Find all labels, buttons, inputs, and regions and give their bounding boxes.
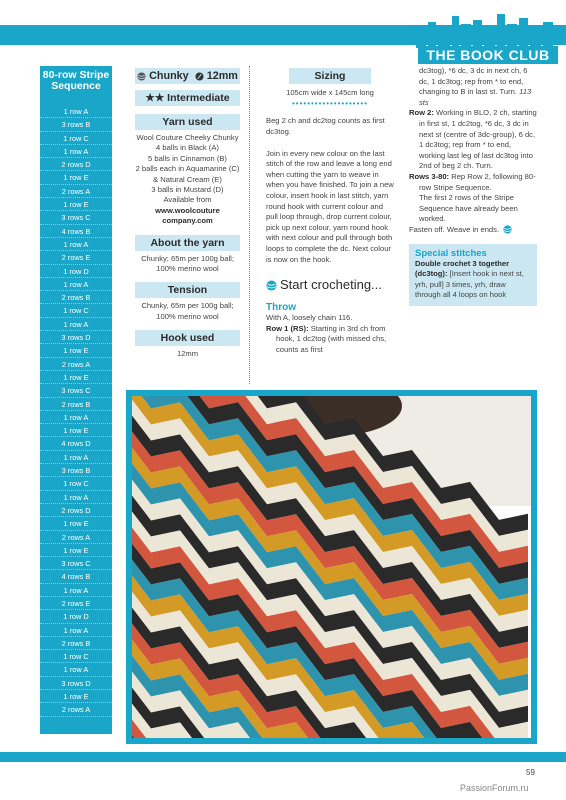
colour-change-note: Join in every new colour on the last stitch of the row and leave a long end when cutting the yarn to weave in when you have finished. To join a new colour, insert hook in last stitch, yarn round hook with current colour and pull loop through, drop current colour, pick up next colour, yarn round hook with next colour and pull through both loops to complete the dc. Next colour is now on the hook.	[266, 148, 394, 264]
page-number: 59	[526, 768, 535, 777]
stripe-row-item: 2 rows B	[40, 398, 112, 411]
stripe-row-item: 3 rows C	[40, 211, 112, 224]
yarn-ball-icon	[137, 72, 146, 81]
difficulty-stars: ★★	[145, 92, 165, 104]
start-crocheting-heading	[266, 277, 394, 292]
stripe-row-item: 2 rows A	[40, 358, 112, 371]
stripe-row-item: 1 row E	[40, 171, 112, 184]
stripe-row-item: 2 rows A	[40, 531, 112, 544]
stripe-row-item: 1 row C	[40, 477, 112, 490]
stripe-row-item: 1 row A	[40, 584, 112, 597]
hook-size-text: 12mm	[206, 70, 238, 82]
website-line: www.woolcouture	[155, 205, 220, 215]
stripe-row-list	[40, 105, 112, 717]
stripe-row-item: 1 row E	[40, 344, 112, 357]
throw-intro: With A, loosely chain 116.	[266, 313, 353, 323]
stripe-row-item: 1 row E	[40, 371, 112, 384]
stripe-row-item: 4 rows D	[40, 437, 112, 450]
stripe-row-item: 1 row C	[40, 132, 112, 145]
start-crocheting-text: Start crocheting...	[280, 277, 382, 293]
row2-instruction	[409, 108, 537, 172]
tension-heading: Tension	[135, 282, 240, 298]
instructions-column-2	[409, 66, 537, 306]
fasten-text: Fasten off. Weave in ends.	[409, 224, 500, 234]
row1-text: Starting in 3rd ch from hook, 1 dc2tog (with missed chs, counts as first	[276, 323, 387, 354]
stripe-row-item: 2 rows E	[40, 251, 112, 264]
stripe-row-item: 3 rows C	[40, 384, 112, 397]
stripe-row-item: 1 row A	[40, 451, 112, 464]
stripe-row-item: 1 row D	[40, 265, 112, 278]
stripe-row-item: 2 rows D	[40, 158, 112, 171]
dotted-divider: ••••••••••••••••••••	[291, 99, 368, 109]
special-stitch-definition	[415, 259, 531, 301]
stripe-row-item: 1 row A	[40, 318, 112, 331]
sizing-text: 105cm wide x 145cm long	[286, 88, 374, 97]
chevron-blanket-image	[132, 396, 531, 738]
stripe-sequence-sidebar	[40, 66, 112, 734]
bottom-color-band	[0, 752, 566, 762]
sizing-heading: Sizing	[289, 68, 371, 84]
materials-column	[126, 66, 250, 384]
row2-text: Working in BLO, 2 ch, starting in first st, 1 dc2tog, *6 dc, 3 dc in next st (centre of 3dc-group), 6 dc, 1 dc3tog; rep from * to end, working last leg of last dc3tog into 2nd of beg 2 ch. Turn.	[419, 108, 537, 171]
hook-used-line: 12mm	[176, 349, 199, 359]
tension-text	[126, 301, 249, 322]
difficulty-text: Intermediate	[167, 92, 230, 104]
hook-used-heading: Hook used	[135, 330, 240, 346]
stripe-row-item: 1 row A	[40, 278, 112, 291]
stripe-row-item: 1 row E	[40, 517, 112, 530]
stripe-row-item: 1 row D	[40, 610, 112, 623]
row1-continued	[409, 66, 537, 108]
website-line: company.com	[162, 216, 213, 226]
yarn-website-link[interactable]	[126, 206, 249, 227]
rows3-80-instruction	[409, 172, 537, 193]
rows3-80-note: The first 2 rows of the Stripe Sequence have already been worked.	[419, 193, 518, 224]
stripe-row-item: 1 row A	[40, 145, 112, 158]
special-stitches-title: Special stitches	[415, 247, 487, 259]
about-yarn-text	[126, 254, 249, 275]
row1-label: Row 1 (RS):	[266, 323, 309, 333]
stripe-row-item: 3 rows B	[40, 118, 112, 131]
stripe-row-item: 1 row E	[40, 690, 112, 703]
stripe-row-item: 2 rows A	[40, 185, 112, 198]
row2-label: Row 2:	[409, 108, 434, 118]
yarn-line: 5 balls in Cinnamon (B)	[148, 153, 227, 163]
stripe-row-item: 3 rows B	[40, 464, 112, 477]
yarn-used-heading: Yarn used	[135, 114, 240, 130]
row1-cont-text: dc3tog), *6 dc, 3 dc in next ch, 6 dc, 1 dc3tog; rep from * to end, changing to B in last st. Turn.	[419, 66, 528, 97]
instructions-column-1	[266, 66, 394, 356]
stripe-row-item: 1 row A	[40, 411, 112, 424]
special-stitch-text: [Insert hook in next st, yrh, pull] 3 times, yrh, draw through all 4 loops on hook	[415, 269, 524, 300]
yarn-weight-tag	[135, 68, 240, 84]
yarn-line: Available from	[163, 195, 212, 205]
book-club-label: THE BOOK CLUB	[418, 46, 558, 64]
stripe-row-item: 1 row E	[40, 424, 112, 437]
yarn-line: & Natural Cream (E)	[153, 174, 222, 184]
yarn-ball-icon	[266, 280, 277, 291]
stripe-row-item: 1 row A	[40, 105, 112, 118]
difficulty-tag	[135, 90, 240, 106]
stripe-row-item: 1 row C	[40, 650, 112, 663]
about-yarn-heading: About the yarn	[135, 235, 240, 251]
stripe-row-item: 1 row C	[40, 304, 112, 317]
hook-icon	[195, 72, 204, 81]
yarn-line: Wool Couture Cheeky Chunky	[136, 133, 239, 142]
pattern-note: Beg 2 ch and dc2tog counts as first dc3tog.	[266, 116, 385, 136]
stripe-row-item: 1 row A	[40, 624, 112, 637]
about-yarn-line: 100% merino wool	[156, 264, 219, 274]
stripe-row-item: 3 rows D	[40, 331, 112, 344]
stripe-row-item: 3 rows D	[40, 677, 112, 690]
yarn-line: 3 balls in Mustard (D)	[151, 185, 224, 195]
yarn-line: 2 balls each in Aquamarine (C)	[135, 164, 240, 174]
row1-instruction	[266, 324, 394, 356]
stripe-row-item: 2 rows B	[40, 291, 112, 304]
yarn-used-text	[126, 133, 249, 206]
stripe-row-item: 1 row A	[40, 491, 112, 504]
stripe-row-item: 1 row E	[40, 198, 112, 211]
throw-heading: Throw	[266, 302, 296, 314]
tension-line: 100% merino wool	[156, 311, 219, 321]
stripe-row-item: 1 row E	[40, 544, 112, 557]
rows3-80-text: Rep Row 2, following 80-row Stripe Sequence.	[419, 171, 536, 192]
stripe-row-item: 2 rows D	[40, 504, 112, 517]
stripe-row-item: 2 rows E	[40, 597, 112, 610]
stripe-row-item: 3 rows C	[40, 557, 112, 570]
row1-stitch-count: 113 sts	[419, 87, 532, 107]
about-yarn-line: Chunky; 65m per 100g ball;	[141, 253, 234, 263]
special-stitches-box	[409, 244, 537, 306]
throw-photo-frame	[126, 390, 537, 744]
stripe-row-item: 2 rows A	[40, 703, 112, 716]
skyline-logo-icon	[410, 12, 560, 48]
sidebar-title: 80-row Stripe Sequence	[42, 69, 110, 92]
finishing-instruction	[409, 225, 537, 236]
hook-used-text	[126, 349, 249, 359]
special-stitch-term: Double crochet 3 together (dc3tog):	[415, 258, 510, 279]
rows3-80-label: Rows 3-80:	[409, 171, 450, 181]
yarn-line: 4 balls in Black (A)	[156, 143, 219, 153]
stripe-row-item: 1 row A	[40, 663, 112, 676]
stripe-row-item: 4 rows B	[40, 570, 112, 583]
stripe-row-item: 4 rows B	[40, 225, 112, 238]
yarn-weight-text: Chunky	[149, 70, 189, 82]
end-yarn-ball-icon	[503, 225, 512, 234]
tension-line: Chunky, 65m per 100g ball;	[141, 301, 234, 311]
watermark: PassionForum.ru	[460, 783, 529, 793]
stripe-row-item: 2 rows B	[40, 637, 112, 650]
stripe-row-item: 1 row A	[40, 238, 112, 251]
